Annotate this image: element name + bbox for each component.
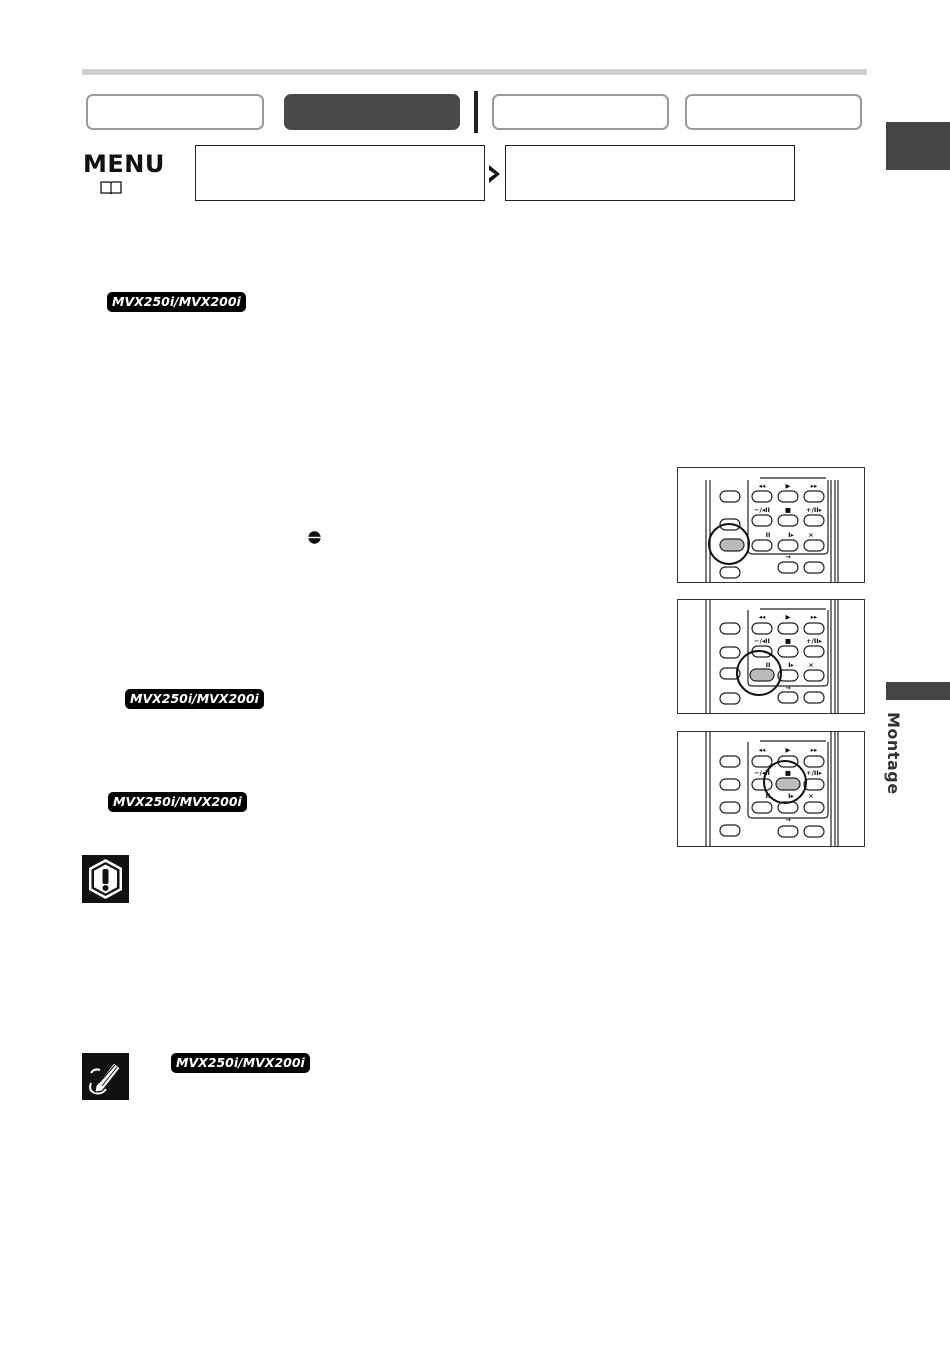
menu-path-box-1 (195, 145, 485, 201)
svg-text:×: × (808, 661, 814, 669)
tab-2-active[interactable] (284, 94, 460, 130)
svg-text:■: ■ (784, 637, 792, 645)
menu-logo: MENU (83, 150, 165, 178)
remote-panel-stop (677, 731, 865, 847)
svg-text:I▸: I▸ (788, 661, 794, 669)
caution-icon (82, 855, 129, 903)
svg-text:■: ■ (784, 506, 792, 514)
remote-panel-record (677, 467, 865, 583)
tab-separator (474, 91, 478, 133)
svg-text:▶: ▶ (785, 482, 791, 490)
svg-text:×: × (808, 531, 814, 539)
svg-text:◂◂: ◂◂ (758, 613, 766, 621)
svg-text:I▸: I▸ (788, 531, 794, 539)
svg-text:II: II (765, 531, 771, 539)
model-badge: MVX250i/MVX200i (125, 689, 264, 709)
model-badge: MVX250i/MVX200i (107, 292, 246, 312)
header-rule (82, 69, 867, 75)
svg-text:▶: ▶ (785, 746, 791, 754)
svg-text:+/II▸: +/II▸ (806, 769, 822, 777)
side-tab-marker (886, 122, 950, 170)
svg-text:−/◂II: −/◂II (754, 637, 770, 645)
svg-text:◂◂: ◂◂ (758, 482, 766, 490)
svg-text:▶: ▶ (785, 613, 791, 621)
svg-text:→: → (785, 553, 791, 561)
svg-text:▸▸: ▸▸ (810, 746, 818, 754)
svg-text:◂◂: ◂◂ (758, 746, 766, 754)
remote-panel-pause (677, 599, 865, 714)
svg-text:▸▸: ▸▸ (810, 482, 818, 490)
svg-text:×: × (808, 792, 814, 800)
tab-4[interactable] (685, 94, 862, 130)
chevron-right-icon (488, 164, 502, 184)
model-badge: MVX250i/MVX200i (108, 792, 247, 812)
svg-text:▸▸: ▸▸ (810, 613, 818, 621)
book-icon (100, 180, 122, 194)
svg-text:II: II (765, 792, 771, 800)
section-tab-marker (886, 682, 950, 700)
model-badge: MVX250i/MVX200i (171, 1053, 310, 1073)
note-pencil-icon (82, 1053, 129, 1100)
svg-text:→: → (785, 816, 791, 824)
tab-3[interactable] (492, 94, 669, 130)
record-dot-icon (308, 531, 321, 544)
svg-text:→: → (785, 684, 791, 692)
remote-illustration (678, 600, 865, 714)
svg-text:−/◂II: −/◂II (754, 769, 770, 777)
section-label (880, 712, 920, 812)
menu-path-box-2 (505, 145, 795, 201)
svg-text:+/II▸: +/II▸ (806, 506, 822, 514)
svg-text:■: ■ (784, 769, 792, 777)
svg-text:II: II (765, 661, 771, 669)
svg-text:+/II▸: +/II▸ (806, 637, 822, 645)
svg-text:−/◂II: −/◂II (754, 506, 770, 514)
remote-illustration (678, 468, 865, 583)
svg-text:I▸: I▸ (788, 792, 794, 800)
section-label-text: Montage (884, 712, 903, 795)
remote-illustration (678, 732, 865, 847)
tab-1[interactable] (86, 94, 264, 130)
